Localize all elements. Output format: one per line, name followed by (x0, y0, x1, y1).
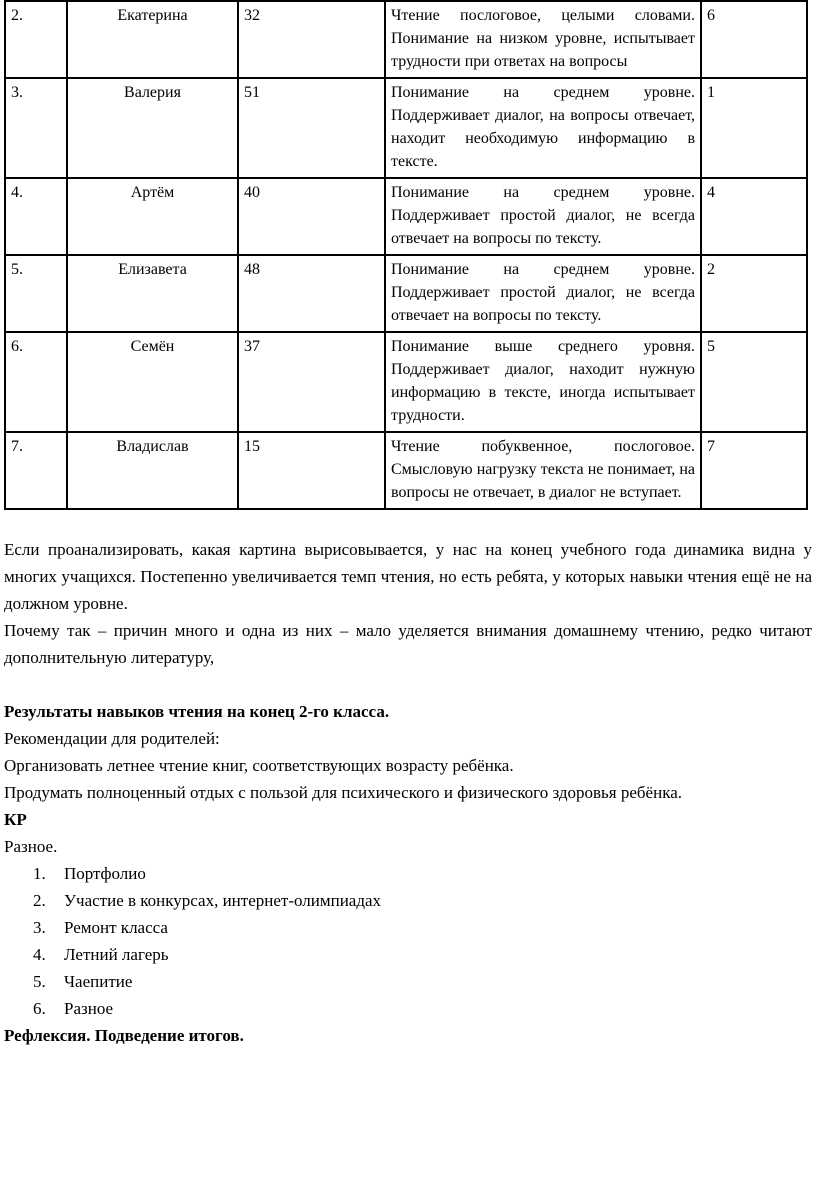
table-row (5, 78, 807, 178)
cell-reading-speed: 40 (238, 178, 385, 255)
cell-reading-speed: 37 (238, 332, 385, 432)
recommendations-label: Рекомендации для родителей: (4, 729, 220, 748)
list-item (4, 968, 812, 995)
cell-student-name: Владислав (67, 432, 238, 509)
table-row (5, 178, 807, 255)
cell-score: 7 (701, 432, 807, 509)
cell-score: 5 (701, 332, 807, 432)
recommendation-item: Организовать летнее чтение книг, соответствующих возрасту ребёнка. (4, 756, 514, 775)
cell-student-name: Артём (67, 178, 238, 255)
list-item (4, 941, 812, 968)
list-item-marker: 5. (33, 972, 46, 991)
table-row (5, 332, 807, 432)
cell-row-number: 4. (5, 178, 67, 255)
misc-label: Разное. (4, 837, 58, 856)
paragraph-analysis: Если проанализировать, какая картина вырисовывается, у нас на конец учебного года динамика видна у многих учащихся. Постепенно увеличивается темп чтения, но есть ребята, у которых навыки чтения ещё не на должном уровне. (4, 540, 812, 613)
document-body (4, 536, 812, 1049)
cell-score: 1 (701, 78, 807, 178)
numbered-list (4, 860, 812, 1022)
cell-score: 4 (701, 178, 807, 255)
list-item-marker: 2. (33, 891, 46, 910)
cell-score: 2 (701, 255, 807, 332)
list-item-label: Чаепитие (64, 972, 133, 991)
list-item (4, 887, 812, 914)
list-item (4, 914, 812, 941)
cell-row-number: 6. (5, 332, 67, 432)
list-item-label: Ремонт класса (64, 918, 168, 937)
recommendation-item: Продумать полноценный отдых с пользой для психического и физического здоровья ребёнка. (4, 783, 682, 802)
list-item-marker: 3. (33, 918, 46, 937)
cell-description: Чтение побуквенное, послоговое. Смысловую нагрузку текста не понимает, на вопросы не отвечает, в диалог не вступает. (385, 432, 701, 509)
cell-student-name: Елизавета (67, 255, 238, 332)
kr-label: КР (4, 810, 27, 829)
cell-score: 6 (701, 1, 807, 78)
reading-results-table (4, 0, 808, 510)
list-item-label: Портфолио (64, 864, 146, 883)
heading-results: Результаты навыков чтения на конец 2-го класса. (4, 702, 390, 721)
list-item-label: Разное (64, 999, 114, 1018)
cell-reading-speed: 48 (238, 255, 385, 332)
cell-row-number: 7. (5, 432, 67, 509)
cell-description: Понимание на среднем уровне. Поддерживает простой диалог, не всегда отвечает на вопросы по тексту. (385, 178, 701, 255)
list-item-label: Участие в конкурсах, интернет-олимпиадах (64, 891, 382, 910)
list-item-marker: 6. (33, 999, 46, 1018)
footer-heading: Рефлексия. Подведение итогов. (4, 1026, 244, 1045)
cell-row-number: 3. (5, 78, 67, 178)
cell-row-number: 5. (5, 255, 67, 332)
table-row (5, 1, 807, 78)
paragraph-reasons: Почему так – причин много и одна из них – мало уделяется внимания домашнему чтению, редко читают дополнительную литературу, (4, 621, 812, 667)
cell-reading-speed: 15 (238, 432, 385, 509)
table-row (5, 432, 807, 509)
list-item-label: Летний лагерь (64, 945, 169, 964)
cell-reading-speed: 51 (238, 78, 385, 178)
cell-row-number: 2. (5, 1, 67, 78)
cell-description: Понимание на среднем уровне. Поддерживает диалог, на вопросы отвечает, находит необходимую информацию в тексте. (385, 78, 701, 178)
cell-student-name: Екатерина (67, 1, 238, 78)
cell-description: Чтение послоговое, целыми словами. Понимание на низком уровне, испытывает трудности при ответах на вопросы (385, 1, 701, 78)
cell-student-name: Валерия (67, 78, 238, 178)
list-item (4, 860, 812, 887)
cell-description: Понимание выше среднего уровня. Поддерживает диалог, находит нужную информацию в тексте, иногда испытывает трудности. (385, 332, 701, 432)
cell-student-name: Семён (67, 332, 238, 432)
table-row (5, 255, 807, 332)
list-item-marker: 1. (33, 864, 46, 883)
list-item-marker: 4. (33, 945, 46, 964)
list-item (4, 995, 812, 1022)
cell-description: Понимание на среднем уровне. Поддерживает простой диалог, не всегда отвечает на вопросы по тексту. (385, 255, 701, 332)
cell-reading-speed: 32 (238, 1, 385, 78)
